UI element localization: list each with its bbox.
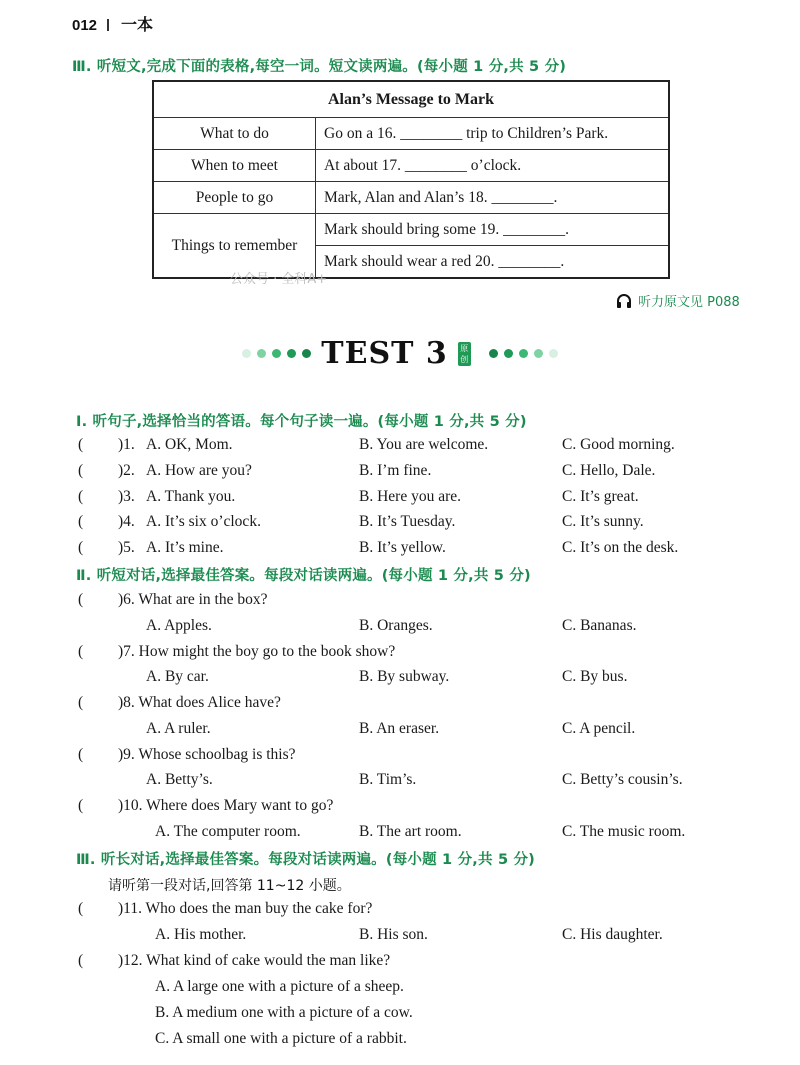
option-c: C. It’s great. [562,488,639,505]
option-a: A. By car. [146,668,209,685]
decor-dots-left [242,349,311,358]
instruction-text: 请听第一段对话,回答第 11~12 小题。 [108,878,351,894]
listening-reference-text: 听力原文见 P088 [638,295,740,310]
divider [107,19,109,31]
row-value: At about 17. ________ o’clock. [316,150,670,182]
option-a: A. OK, Mom. [146,436,233,453]
option-a: A. Betty’s. [146,771,213,788]
page-header [72,12,153,35]
question-text: )8. What does Alice have? [118,694,281,711]
option-b: B. I’m fine. [359,462,432,479]
option-c: C. By bus. [562,668,628,685]
question-4 [0,513,800,533]
badge-char: 创 [460,354,469,364]
row-label: People to go [153,182,316,214]
dot [272,349,281,358]
question-text: )12. What kind of cake would the man like? [118,952,391,969]
dot [489,349,498,358]
badge-char: 原 [460,343,469,353]
answer-blank[interactable]: ( [78,694,84,711]
brand-logo: 一本 [121,15,154,34]
row-value: Go on a 16. ________ trip to Children’s Park. [316,118,670,150]
section-title-prev-3: Ⅲ. 听短文,完成下面的表格,每空一词。短文读两遍。(每小题 1 分,共 5 分) [72,59,567,75]
original-badge [458,342,471,366]
question-text: )7. How might the boy go to the book show? [118,643,396,660]
section-title-1: Ⅰ. 听句子,选择恰当的答语。每个句子读一遍。(每小题 1 分,共 5 分) [76,414,527,430]
option-c: C. His daughter. [562,926,663,943]
option-a: A. His mother. [155,926,247,943]
option-b: B. A medium one with a picture of a cow. [155,1004,413,1021]
table-row [153,214,669,246]
option-a: A. Apples. [146,617,212,634]
listening-reference [616,291,740,310]
dot [242,349,251,358]
option-c: C. Betty’s cousin’s. [562,771,683,788]
test-title: TEST 3 [321,336,448,371]
decor-dots-right [489,349,558,358]
answer-blank[interactable]: ( [78,952,84,969]
answer-blank[interactable]: ( [78,539,84,556]
answer-blank[interactable]: ( [78,591,84,608]
option-a: A. It’s six o’clock. [146,513,261,530]
row-label: Things to remember [153,214,316,279]
question-2 [0,462,800,482]
option-c: C. It’s on the desk. [562,539,679,556]
table-row [153,118,669,150]
option-c: C. Good morning. [562,436,675,453]
table-row [153,150,669,182]
option-b: B. The art room. [359,823,462,840]
option-a: A. Thank you. [146,488,236,505]
watermark: 公众号 · 全科A+ [230,272,328,287]
question-number: )2. [118,462,135,479]
section-title-3: Ⅲ. 听长对话,选择最佳答案。每段对话读两遍。(每小题 1 分,共 5 分) [76,852,536,868]
row-value: Mark, Alan and Alan’s 18. ________. [316,182,670,214]
option-b: B. His son. [359,926,428,943]
question-text: )6. What are in the box? [118,591,268,608]
question-number: )3. [118,488,135,505]
option-c: C. The music room. [562,823,686,840]
table-row [153,182,669,214]
test-heading [0,336,800,371]
question-number: )1. [118,436,135,453]
row-value: Mark should wear a red 20. ________. [316,246,670,279]
option-a: A. The computer room. [155,823,301,840]
option-c: C. It’s sunny. [562,513,644,530]
option-b: B. It’s Tuesday. [359,513,456,530]
dot [257,349,266,358]
answer-blank[interactable]: ( [78,436,84,453]
option-b: B. Here you are. [359,488,461,505]
option-a: A. How are you? [146,462,252,479]
dot [504,349,513,358]
answer-blank[interactable]: ( [78,746,84,763]
option-b: B. By subway. [359,668,450,685]
option-b: B. An eraser. [359,720,440,737]
answer-blank[interactable]: ( [78,488,84,505]
answer-blank[interactable]: ( [78,900,84,917]
option-a: A. It’s mine. [146,539,224,556]
answer-blank[interactable]: ( [78,513,84,530]
question-number: )4. [118,513,135,530]
option-a: A. A ruler. [146,720,211,737]
message-table [152,80,670,279]
question-3 [0,488,800,508]
dot [549,349,558,358]
option-b: B. It’s yellow. [359,539,446,556]
dot [302,349,311,358]
answer-blank[interactable]: ( [78,797,84,814]
row-label: What to do [153,118,316,150]
question-5 [0,539,800,559]
dot [519,349,528,358]
row-value: Mark should bring some 19. ________. [316,214,670,246]
headphones-icon [616,293,632,309]
question-1 [0,436,800,456]
option-b: B. Oranges. [359,617,433,634]
table-title: Alan’s Message to Mark [153,81,669,118]
question-text: )9. Whose schoolbag is this? [118,746,296,763]
page-number: 012 [72,17,98,34]
answer-blank[interactable]: ( [78,462,84,479]
option-b: B. Tim’s. [359,771,417,788]
option-c: C. A pencil. [562,720,636,737]
option-a: A. A large one with a picture of a sheep. [155,978,404,995]
row-label: When to meet [153,150,316,182]
option-b: B. You are welcome. [359,436,489,453]
question-number: )5. [118,539,135,556]
dot [534,349,543,358]
answer-blank[interactable]: ( [78,643,84,660]
question-text: )11. Who does the man buy the cake for? [118,900,373,917]
dot [287,349,296,358]
option-c: C. A small one with a picture of a rabbit. [155,1030,407,1047]
option-c: C. Hello, Dale. [562,462,656,479]
section-title-2: Ⅱ. 听短对话,选择最佳答案。每段对话读两遍。(每小题 1 分,共 5 分) [76,568,531,584]
question-text: )10. Where does Mary want to go? [118,797,334,814]
option-c: C. Bananas. [562,617,637,634]
